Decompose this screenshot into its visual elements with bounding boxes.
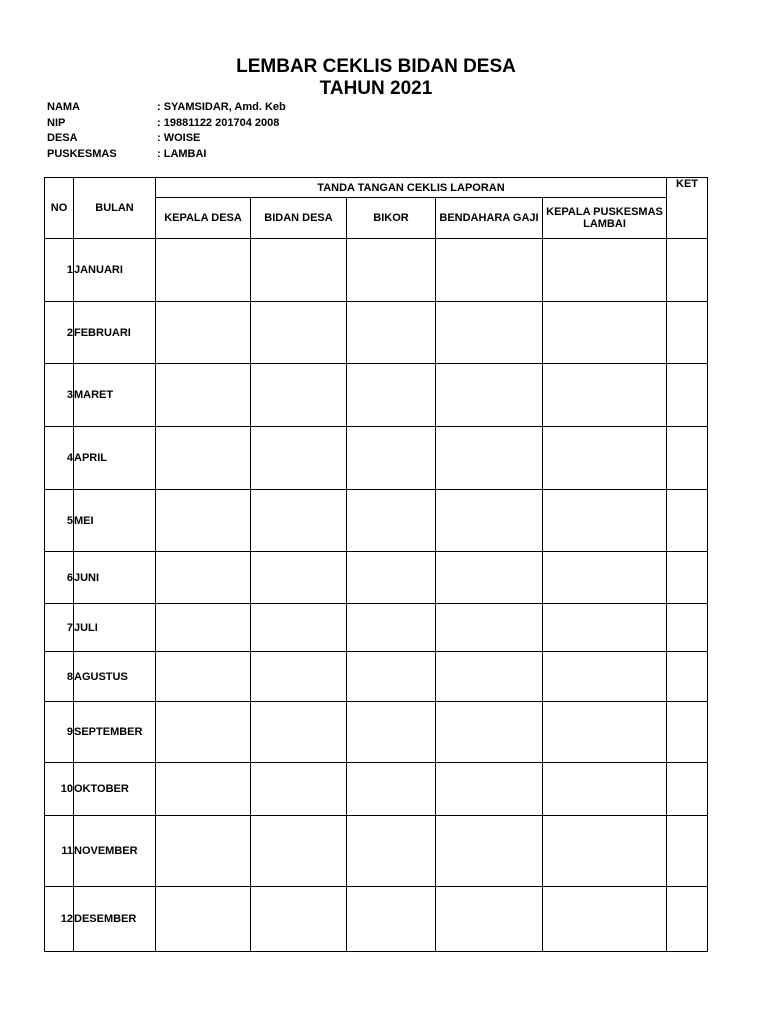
ket-cell xyxy=(667,604,708,652)
row-month: JULI xyxy=(74,604,156,652)
ket-cell xyxy=(667,490,708,552)
row-month: DESEMBER xyxy=(74,887,156,952)
table-row xyxy=(45,364,708,427)
header-no: NO xyxy=(45,178,74,239)
info-label: DESA xyxy=(47,132,78,144)
ket-cell xyxy=(667,702,708,763)
sign-kepala-puskesmas xyxy=(543,427,667,490)
sign-bikor xyxy=(347,490,436,552)
ket-cell xyxy=(667,364,708,427)
sign-kepala-desa xyxy=(156,652,251,702)
sign-bidan-desa xyxy=(251,652,347,702)
sign-bikor xyxy=(347,816,436,887)
table-row xyxy=(45,763,708,816)
table-row xyxy=(45,816,708,887)
row-number: 3 xyxy=(45,364,74,427)
sign-bidan-desa xyxy=(251,887,347,952)
info-row-puskesmas xyxy=(47,147,286,163)
sign-bikor xyxy=(347,427,436,490)
ket-cell xyxy=(667,763,708,816)
table-row xyxy=(45,652,708,702)
ket-cell xyxy=(667,239,708,302)
header-signature-group: TANDA TANGAN CEKLIS LAPORAN xyxy=(156,178,667,198)
sign-bidan-desa xyxy=(251,239,347,302)
sign-bidan-desa xyxy=(251,604,347,652)
row-number: 11 xyxy=(45,816,74,887)
sign-kepala-puskesmas xyxy=(543,763,667,816)
sign-kepala-desa xyxy=(156,490,251,552)
sign-bendahara-gaji xyxy=(436,490,543,552)
sign-kepala-desa xyxy=(156,702,251,763)
table-row xyxy=(45,552,708,604)
table-row xyxy=(45,302,708,364)
sign-bidan-desa xyxy=(251,702,347,763)
ket-cell xyxy=(667,552,708,604)
sign-bendahara-gaji xyxy=(436,763,543,816)
info-row-desa xyxy=(47,131,286,147)
ket-cell xyxy=(667,887,708,952)
header-kepala-desa: KEPALA DESA xyxy=(156,198,251,239)
info-row-nama xyxy=(47,100,286,116)
sign-bendahara-gaji xyxy=(436,427,543,490)
row-month: FEBRUARI xyxy=(74,302,156,364)
sign-bendahara-gaji xyxy=(436,604,543,652)
checklist-table xyxy=(44,177,708,952)
row-number: 1 xyxy=(45,239,74,302)
table-row xyxy=(45,239,708,302)
info-value: : LAMBAI xyxy=(157,147,207,160)
header-bikor: BIKOR xyxy=(347,198,436,239)
sign-bikor xyxy=(347,364,436,427)
sign-kepala-desa xyxy=(156,604,251,652)
sign-kepala-desa xyxy=(156,427,251,490)
row-number: 4 xyxy=(45,427,74,490)
ket-cell xyxy=(667,652,708,702)
ket-cell xyxy=(667,816,708,887)
sign-kepala-puskesmas xyxy=(543,364,667,427)
row-month: JUNI xyxy=(74,552,156,604)
sign-kepala-puskesmas xyxy=(543,652,667,702)
table-row xyxy=(45,490,708,552)
sign-bendahara-gaji xyxy=(436,302,543,364)
row-month: MARET xyxy=(74,364,156,427)
sign-kepala-puskesmas xyxy=(543,552,667,604)
info-value: : SYAMSIDAR, Amd. Keb xyxy=(157,101,286,113)
ket-cell xyxy=(667,427,708,490)
row-number: 10 xyxy=(45,763,74,816)
sign-kepala-desa xyxy=(156,302,251,364)
row-number: 8 xyxy=(45,652,74,702)
header-ket: KET xyxy=(667,178,708,239)
sign-bidan-desa xyxy=(251,427,347,490)
row-month: APRIL xyxy=(74,427,156,490)
sign-bikor xyxy=(347,652,436,702)
table-row xyxy=(45,702,708,763)
sign-bikor xyxy=(347,887,436,952)
sign-kepala-desa xyxy=(156,552,251,604)
document-title: LEMBAR CEKLIS BIDAN DESA xyxy=(236,56,516,77)
sign-bikor xyxy=(347,763,436,816)
sign-bendahara-gaji xyxy=(436,816,543,887)
sign-kepala-desa xyxy=(156,887,251,952)
sign-kepala-desa xyxy=(156,816,251,887)
sign-kepala-puskesmas xyxy=(543,887,667,952)
info-row-nip xyxy=(47,116,286,132)
info-value: : WOISE xyxy=(157,132,201,144)
row-month: OKTOBER xyxy=(74,763,156,816)
sign-bidan-desa xyxy=(251,552,347,604)
row-month: SEPTEMBER xyxy=(74,702,156,763)
sign-bikor xyxy=(347,239,436,302)
info-value: : 19881122 201704 2008 xyxy=(157,116,280,129)
sign-kepala-desa xyxy=(156,239,251,302)
sign-kepala-puskesmas xyxy=(543,604,667,652)
header-row-top xyxy=(45,178,708,198)
sign-bendahara-gaji xyxy=(436,702,543,763)
row-number: 2 xyxy=(45,302,74,364)
row-month: NOVEMBER xyxy=(74,816,156,887)
sign-kepala-desa xyxy=(156,763,251,816)
sign-bikor xyxy=(347,702,436,763)
sign-bikor xyxy=(347,302,436,364)
table-row xyxy=(45,604,708,652)
sign-bendahara-gaji xyxy=(436,552,543,604)
sign-bikor xyxy=(347,552,436,604)
header-bidan-desa: BIDAN DESA xyxy=(251,198,347,239)
ket-cell xyxy=(667,302,708,364)
sign-kepala-puskesmas xyxy=(543,302,667,364)
sign-bidan-desa xyxy=(251,364,347,427)
header-bulan: BULAN xyxy=(74,178,156,239)
sign-kepala-puskesmas xyxy=(543,816,667,887)
sign-bidan-desa xyxy=(251,763,347,816)
row-month: MEI xyxy=(74,490,156,552)
sign-bendahara-gaji xyxy=(436,887,543,952)
row-number: 6 xyxy=(45,552,74,604)
row-number: 9 xyxy=(45,702,74,763)
sign-bidan-desa xyxy=(251,816,347,887)
identity-block xyxy=(47,100,286,162)
sign-bendahara-gaji xyxy=(436,652,543,702)
info-label: NAMA xyxy=(47,101,80,113)
sign-bendahara-gaji xyxy=(436,239,543,302)
sign-bidan-desa xyxy=(251,302,347,364)
sign-kepala-desa xyxy=(156,364,251,427)
info-label: NIP xyxy=(47,116,66,129)
info-label: PUSKESMAS xyxy=(47,147,117,160)
document-year: TAHUN 2021 xyxy=(319,78,433,99)
row-number: 5 xyxy=(45,490,74,552)
row-month: AGUSTUS xyxy=(74,652,156,702)
sign-bikor xyxy=(347,604,436,652)
sign-bendahara-gaji xyxy=(436,364,543,427)
row-number: 7 xyxy=(45,604,74,652)
table-row xyxy=(45,427,708,490)
header-kepala-puskesmas: KEPALA PUSKESMAS LAMBAI xyxy=(543,198,667,239)
sign-bidan-desa xyxy=(251,490,347,552)
table-row xyxy=(45,887,708,952)
sign-kepala-puskesmas xyxy=(543,239,667,302)
row-number: 12 xyxy=(45,887,74,952)
header-bendahara-gaji: BENDAHARA GAJI xyxy=(436,198,543,239)
sign-kepala-puskesmas xyxy=(543,490,667,552)
row-month: JANUARI xyxy=(74,239,156,302)
sign-kepala-puskesmas xyxy=(543,702,667,763)
